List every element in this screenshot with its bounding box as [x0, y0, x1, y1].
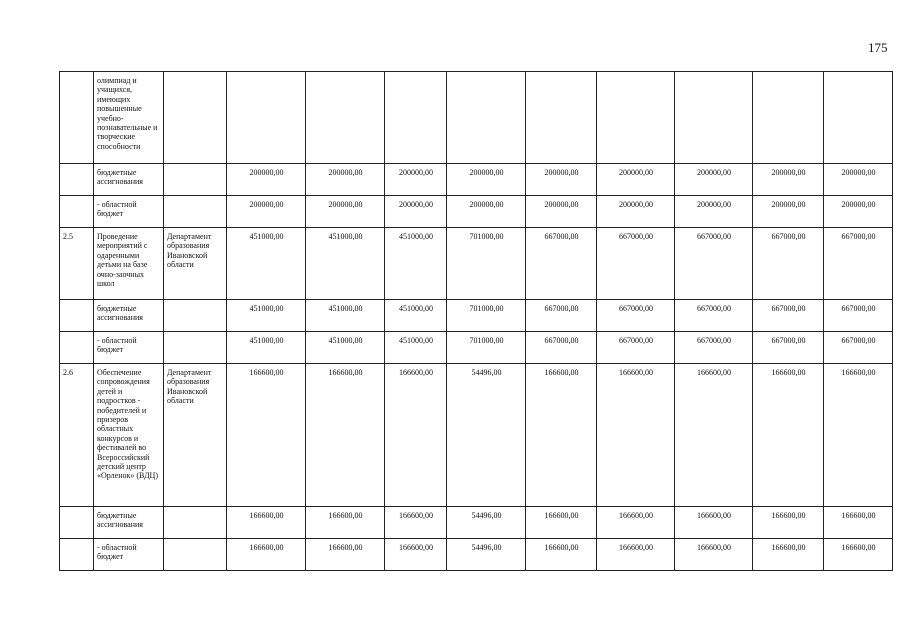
row-index — [60, 196, 94, 228]
table-row — [60, 72, 893, 164]
value-cell: 166600,00 — [306, 507, 385, 539]
row-executor — [164, 507, 227, 539]
row-name: - областной бюджет — [94, 196, 164, 228]
value-cell: 200000,00 — [306, 196, 385, 228]
row-executor — [164, 196, 227, 228]
value-cell — [675, 72, 753, 164]
value-cell: 54496,00 — [447, 539, 526, 571]
value-cell: 166600,00 — [227, 507, 306, 539]
row-index — [60, 164, 94, 196]
row-index — [60, 72, 94, 164]
table-row — [60, 164, 893, 196]
row-name: Проведение мероприятий с одаренными детьми на базе очно-заочных школ — [94, 228, 164, 300]
value-cell: 54496,00 — [447, 364, 526, 507]
value-cell: 701000,00 — [447, 228, 526, 300]
value-cell — [447, 72, 526, 164]
table-row — [60, 507, 893, 539]
value-cell: 166600,00 — [597, 539, 675, 571]
value-cell: 200000,00 — [753, 196, 824, 228]
value-cell: 166600,00 — [526, 364, 597, 507]
value-cell: 166600,00 — [675, 539, 753, 571]
value-cell: 200000,00 — [597, 196, 675, 228]
value-cell: 451000,00 — [306, 332, 385, 364]
value-cell: 667000,00 — [597, 332, 675, 364]
value-cell — [385, 72, 447, 164]
value-cell: 166600,00 — [526, 539, 597, 571]
row-executor — [164, 72, 227, 164]
value-cell: 200000,00 — [753, 164, 824, 196]
value-cell: 200000,00 — [306, 164, 385, 196]
value-cell: 200000,00 — [447, 196, 526, 228]
value-cell: 667000,00 — [675, 228, 753, 300]
value-cell: 200000,00 — [385, 164, 447, 196]
value-cell: 451000,00 — [385, 332, 447, 364]
row-index — [60, 300, 94, 332]
value-cell: 166600,00 — [385, 539, 447, 571]
value-cell: 667000,00 — [824, 300, 893, 332]
value-cell: 667000,00 — [597, 300, 675, 332]
value-cell: 451000,00 — [306, 300, 385, 332]
value-cell: 166600,00 — [526, 507, 597, 539]
row-executor: Департамент образования Ивановской области — [164, 228, 227, 300]
value-cell: 166600,00 — [824, 507, 893, 539]
row-name: Обеспечение сопровождения детей и подростков - победителей и призеров областных конкурсов и фестивалей во Всероссийский детский центр «Орленок» (ВДЦ) — [94, 364, 164, 507]
value-cell: 667000,00 — [675, 332, 753, 364]
row-name: бюджетные ассигнования — [94, 507, 164, 539]
value-cell: 667000,00 — [753, 332, 824, 364]
value-cell: 166600,00 — [675, 507, 753, 539]
row-executor — [164, 164, 227, 196]
value-cell: 451000,00 — [306, 228, 385, 300]
value-cell: 166600,00 — [753, 539, 824, 571]
value-cell: 200000,00 — [597, 164, 675, 196]
row-name: олимпиад и учащихся, имеющих повышенные учебно-познавательные и творческие способности — [94, 72, 164, 164]
value-cell: 451000,00 — [227, 332, 306, 364]
row-executor — [164, 539, 227, 571]
value-cell: 200000,00 — [824, 164, 893, 196]
value-cell: 166600,00 — [824, 364, 893, 507]
value-cell: 667000,00 — [824, 228, 893, 300]
value-cell: 166600,00 — [227, 539, 306, 571]
value-cell: 200000,00 — [675, 164, 753, 196]
value-cell: 451000,00 — [385, 228, 447, 300]
row-name: бюджетные ассигнования — [94, 300, 164, 332]
value-cell: 667000,00 — [597, 228, 675, 300]
value-cell: 200000,00 — [447, 164, 526, 196]
table-row — [60, 300, 893, 332]
value-cell: 667000,00 — [753, 300, 824, 332]
value-cell: 54496,00 — [447, 507, 526, 539]
value-cell — [306, 72, 385, 164]
value-cell: 166600,00 — [227, 364, 306, 507]
row-index — [60, 539, 94, 571]
value-cell: 166600,00 — [385, 507, 447, 539]
value-cell: 200000,00 — [824, 196, 893, 228]
row-index — [60, 332, 94, 364]
value-cell: 200000,00 — [675, 196, 753, 228]
page-number: 175 — [868, 40, 888, 55]
value-cell: 166600,00 — [385, 364, 447, 507]
value-cell: 451000,00 — [385, 300, 447, 332]
table-row — [60, 228, 893, 300]
value-cell: 451000,00 — [227, 300, 306, 332]
row-index: 2.6 — [60, 364, 94, 507]
value-cell — [753, 72, 824, 164]
row-name: бюджетные ассигнования — [94, 164, 164, 196]
row-executor — [164, 332, 227, 364]
table-row — [60, 196, 893, 228]
row-name: - областной бюджет — [94, 539, 164, 571]
row-index: 2.5 — [60, 228, 94, 300]
value-cell: 667000,00 — [824, 332, 893, 364]
table-row — [60, 539, 893, 571]
value-cell: 166600,00 — [306, 364, 385, 507]
value-cell: 166600,00 — [597, 507, 675, 539]
value-cell: 200000,00 — [526, 164, 597, 196]
value-cell — [824, 72, 893, 164]
value-cell: 701000,00 — [447, 332, 526, 364]
value-cell: 451000,00 — [227, 228, 306, 300]
value-cell: 701000,00 — [447, 300, 526, 332]
value-cell — [526, 72, 597, 164]
value-cell — [597, 72, 675, 164]
value-cell: 200000,00 — [385, 196, 447, 228]
value-cell: 200000,00 — [227, 196, 306, 228]
table-row — [60, 332, 893, 364]
value-cell: 166600,00 — [306, 539, 385, 571]
row-index — [60, 507, 94, 539]
row-name: - областной бюджет — [94, 332, 164, 364]
value-cell: 166600,00 — [597, 364, 675, 507]
budget-table — [59, 71, 893, 571]
value-cell: 667000,00 — [753, 228, 824, 300]
table-row — [60, 364, 893, 507]
value-cell — [227, 72, 306, 164]
row-executor: Департамент образования Ивановской области — [164, 364, 227, 507]
value-cell: 166600,00 — [753, 364, 824, 507]
value-cell: 166600,00 — [675, 364, 753, 507]
value-cell: 200000,00 — [227, 164, 306, 196]
row-executor — [164, 300, 227, 332]
value-cell: 667000,00 — [526, 332, 597, 364]
value-cell: 200000,00 — [526, 196, 597, 228]
value-cell: 667000,00 — [675, 300, 753, 332]
value-cell: 667000,00 — [526, 228, 597, 300]
value-cell: 166600,00 — [824, 539, 893, 571]
value-cell: 166600,00 — [753, 507, 824, 539]
value-cell: 667000,00 — [526, 300, 597, 332]
